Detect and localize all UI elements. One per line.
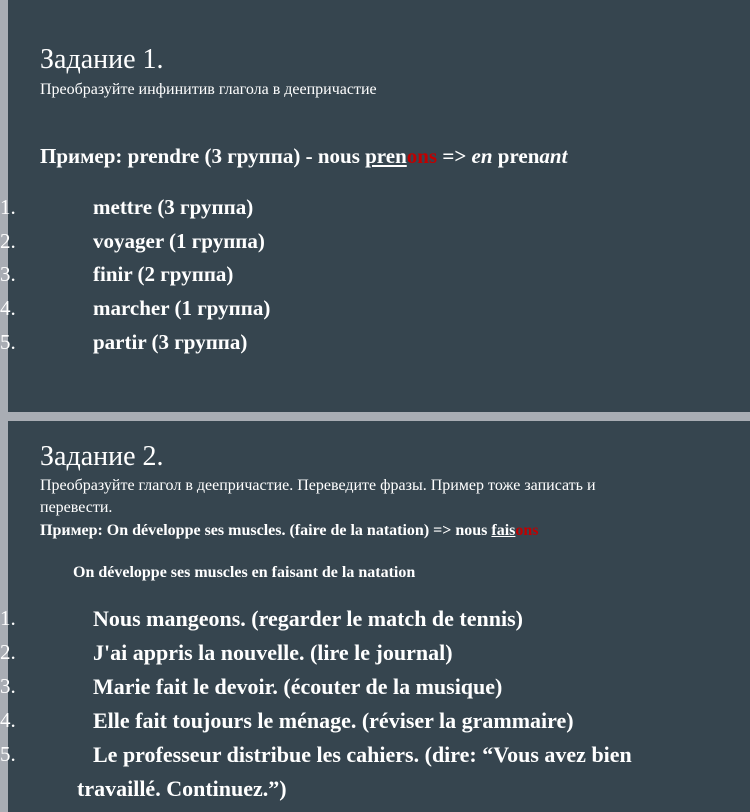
task-1-item-1-number: 1. [0,195,16,219]
task-2-example-sentence: On développe ses muscles en faisant de la natation [73,564,416,581]
example-result-stem: pren [492,144,540,168]
example-2-ending: ons [515,522,539,539]
task-1-item-3-number: 3. [0,262,16,286]
task-1-item-4-number: 4. [0,296,16,320]
slide-task-2 [0,421,750,812]
example-arrow: => [437,144,472,168]
task-1-item-3: finir (2 группа) [93,262,234,286]
task-2-subtitle-line-2: перевести. [40,499,113,516]
example-2-stem: fais [491,522,516,539]
example-en: en [471,144,493,168]
task-2-item-4: Elle fait toujours le ménage. (réviser la grammaire) [93,708,574,733]
task-1-item-2-number: 2. [0,229,16,253]
task-2-item-5-number: 5. [0,742,16,766]
task-1-item-2: voyager (1 группа) [93,229,265,253]
task-2-example [40,522,539,540]
example-2-prefix: Пример: On développe ses muscles. (faire de la natation) => nous [40,522,492,539]
task-1-item-5-number: 5. [0,330,16,354]
task-2-item-5: Le professeur distribue les cahiers. (dire: “Vous avez bien [93,742,632,767]
task-2-item-1-number: 1. [0,606,16,630]
task-1-item-1: mettre (3 группа) [93,195,254,219]
task-1-item-5: partir (3 группа) [93,330,248,354]
example-ending: ons [406,144,438,168]
task-2-item-2-number: 2. [0,640,16,664]
task-2-subtitle-line-1: Преобразуйте глагол в деепричастие. Переведите фразы. Пример тоже записать и [40,477,596,494]
task-2-title: Задание 2. [40,441,164,472]
example-result-ending: ant [539,144,568,168]
task-2-item-1: Nous mangeons. (regarder le match de tennis) [93,606,523,631]
task-2-item-2: J'ai appris la nouvelle. (lire le journal) [93,640,453,665]
task-1-title: Задание 1. [40,44,164,75]
task-2-item-3: Marie fait le devoir. (écouter de la musique) [93,674,503,699]
task-1-item-4: marcher (1 группа) [93,296,271,320]
task-1-example [40,144,567,169]
task-2-item-4-number: 4. [0,708,16,732]
example-stem: pren [365,144,407,168]
task-2-item-5-continuation: travaillé. Continuez.”) [77,776,287,801]
example-prefix: Пример: prendre (3 группа) - nous [40,144,366,168]
task-1-subtitle: Преобразуйте инфинитив глагола в деепричастие [40,81,377,98]
task-2-item-3-number: 3. [0,674,16,698]
